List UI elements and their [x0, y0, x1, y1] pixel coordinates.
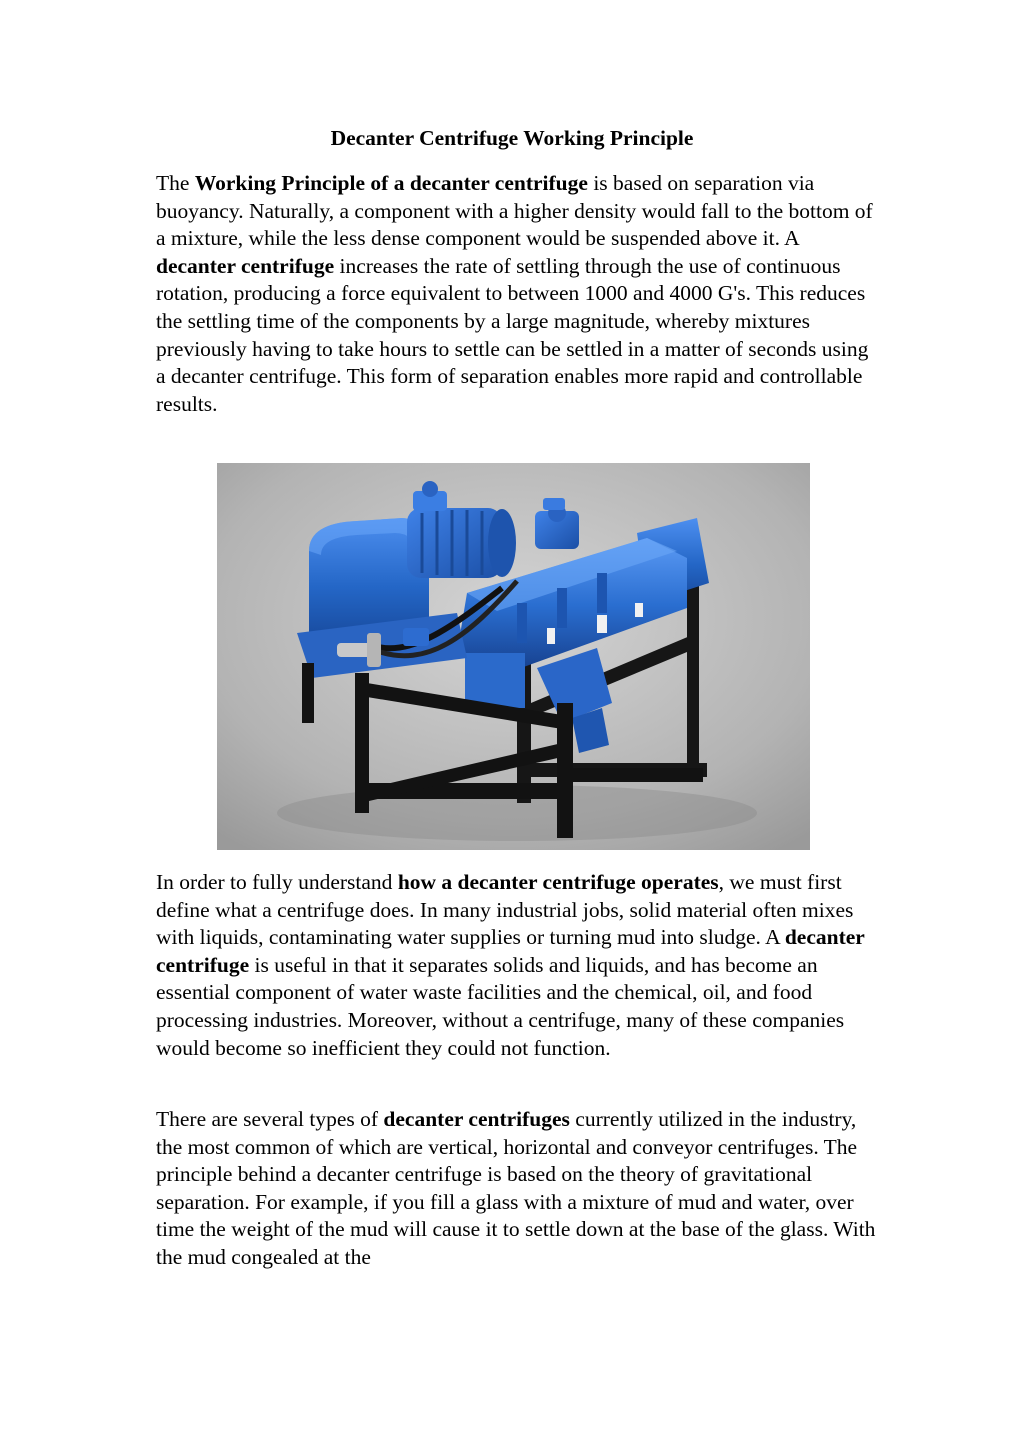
bold-phrase: decanter centrifuges	[383, 1107, 570, 1131]
page-title: Decanter Centrifuge Working Principle	[330, 126, 694, 150]
bold-phrase: decanter centrifuge	[156, 925, 865, 977]
paragraph-types	[156, 1106, 876, 1272]
text-run: The	[156, 171, 195, 195]
text-run: In order to fully understand	[156, 870, 398, 894]
bold-phrase: how a decanter centrifuge operates	[397, 870, 719, 894]
paragraph-working-principle	[156, 170, 876, 418]
text-run: There are several types of	[156, 1107, 384, 1131]
text-run: currently utilized in the industry, the most common of which are vertical, horizontal and conveyor centrifuges. The principle behind a decanter centrifuge is based on the theory of gravitational separation. For example, if you fill a glass with a mixture of mud and water, over time the weight of the mud will cause it to settle down at the base of the glass. With the mud congealed at the	[156, 1107, 876, 1269]
text-run: is useful in that it separates solids and liquids, and has become an essential component of water waste facilities and the chemical, oil, and food processing industries. Moreover, without a centrifuge, many of these companies would become so inefficient they could not function.	[156, 952, 845, 1060]
decanter-centrifuge-photo	[217, 463, 810, 850]
text-run: is based on separation via buoyancy. Naturally, a component with a higher density would fall to the bottom of a mixture, while the less dense component would be suspended above it. A	[156, 171, 873, 251]
bold-phrase: decanter centrifuge	[156, 253, 335, 278]
bold-phrase: Working Principle of a decanter centrifuge	[194, 171, 588, 195]
text-run: increases the rate of settling through the use of continuous rotation, producing a force equivalent to between 1000 and 4000 G's. This reduces the settling time of the components by a large magnitude, whereby mixtures previously having to take hours to settle can be settled in a matter of seconds using a decanter centrifuge. This form of separation enables more rapid and controllable results.	[156, 253, 869, 416]
text-run: , we must first define what a centrifuge does. In many industrial jobs, solid material often mixes with liquids, contaminating water supplies or turning mud into sludge. A	[156, 870, 854, 950]
paragraph-how-it-operates	[156, 869, 876, 1062]
